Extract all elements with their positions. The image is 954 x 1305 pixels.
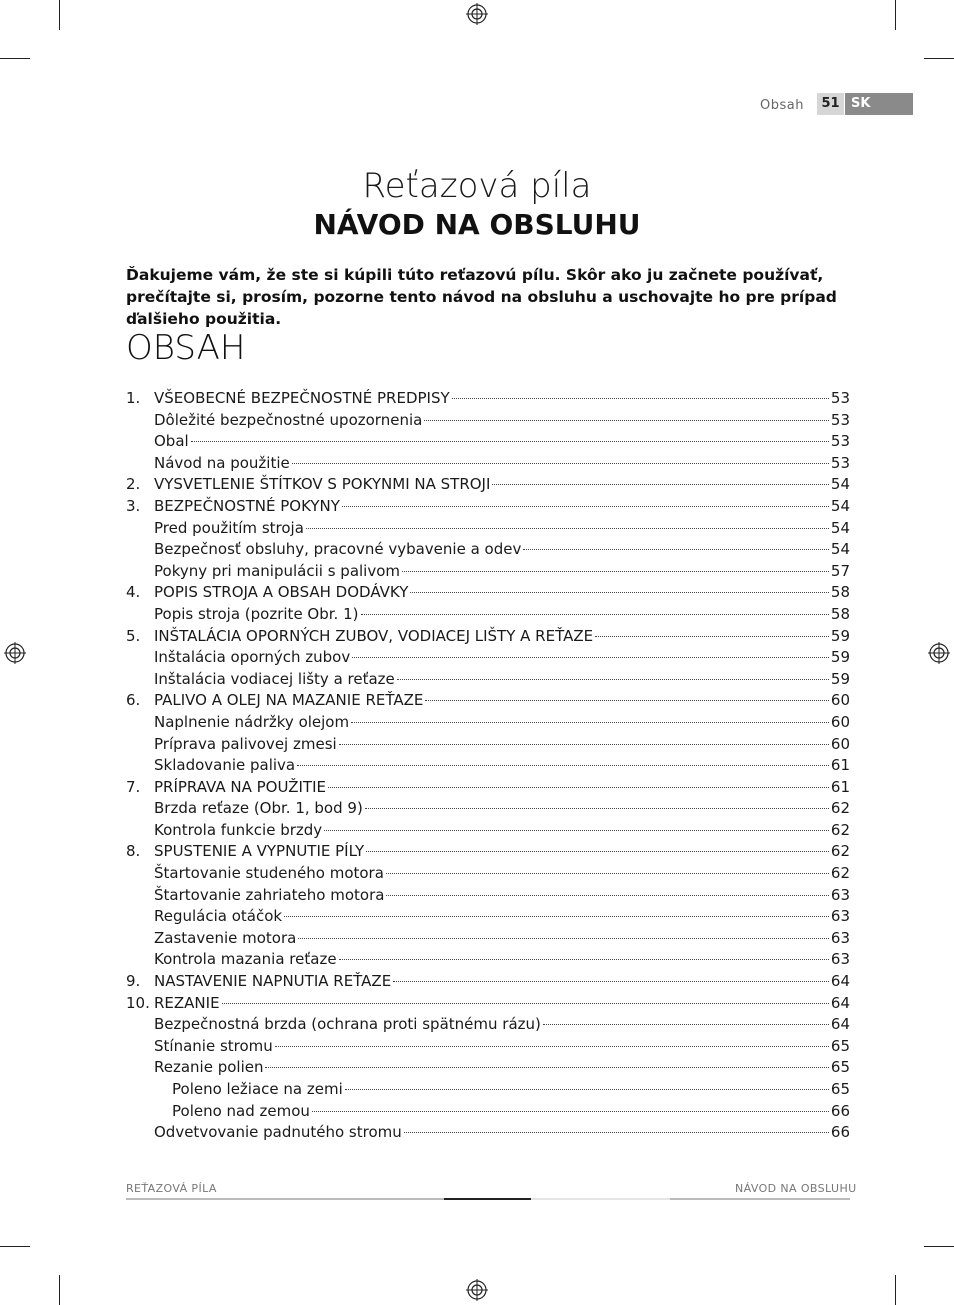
toc-leader-dots (345, 1089, 829, 1090)
toc-entry-number: 10. (126, 993, 150, 1012)
toc-entry-page: 62 (830, 820, 850, 839)
toc-entry (126, 475, 850, 497)
toc-entry-label: Regulácia otáčok (154, 907, 283, 926)
toc-entry-label: Obal (154, 432, 189, 451)
toc-entry-page: 53 (830, 432, 850, 451)
toc-entry (126, 540, 850, 562)
toc-entry-page: 63 (830, 950, 850, 969)
toc-entry-label: Kontrola funkcie brzdy (154, 820, 323, 839)
toc-entry-page: 62 (830, 799, 850, 818)
registration-mark-icon (466, 1279, 488, 1301)
toc-entry-label: REZANIE (154, 993, 220, 1012)
toc-leader-dots (275, 1046, 829, 1047)
crop-mark (924, 1246, 954, 1247)
toc-leader-dots (328, 787, 829, 788)
toc-entry-page: 65 (830, 1080, 850, 1098)
toc-entry-label: Rezanie polien (154, 1058, 264, 1077)
toc-leader-dots (312, 1111, 829, 1112)
toc-entry-label: Stínanie stromu (154, 1036, 273, 1055)
toc-entry-page: 53 (830, 410, 850, 429)
toc-entry (126, 1037, 850, 1059)
registration-mark-icon (4, 642, 26, 664)
toc-leader-dots (297, 765, 829, 766)
toc-entry-label: BEZPEČNOSTNÉ POKYNY (154, 496, 340, 515)
toc-entry-page: 54 (830, 496, 850, 515)
toc-entry-label: SPUSTENIE A VYPNUTIE PÍLY (154, 842, 365, 861)
toc-entry (126, 1102, 850, 1124)
toc-entry (126, 756, 850, 778)
toc-entry (126, 842, 850, 864)
toc-leader-dots (265, 1067, 828, 1068)
toc-entry (126, 1058, 850, 1080)
toc-leader-dots (292, 463, 829, 464)
toc-entry-label: POPIS STROJA A OBSAH DODÁVKY (154, 583, 409, 602)
toc-entry-page: 62 (830, 864, 850, 883)
toc-leader-dots (386, 895, 828, 896)
toc-entry (126, 907, 850, 929)
toc-entry-label: PALIVO A OLEJ NA MAZANIE REŤAZE (154, 691, 424, 710)
toc-entry-page: 53 (830, 389, 850, 407)
toc-entry (126, 411, 850, 433)
toc-entry-label: VYSVETLENIE ŠTÍTKOV S POKYNMI NA STROJI (154, 475, 491, 494)
toc-leader-dots (324, 830, 829, 831)
toc-leader-dots (365, 808, 829, 809)
toc-entry-label: INŠTALÁCIA OPORNÝCH ZUBOV, VODIACEJ LIŠTY A REŤAZE (154, 626, 594, 645)
toc-leader-dots (523, 549, 829, 550)
toc-entry-label: Pokyny pri manipulácii s palivom (154, 561, 401, 580)
toc-leader-dots (191, 441, 829, 442)
toc-entry-page: 61 (830, 756, 850, 775)
page-number: 51 (817, 93, 844, 115)
toc-entry-label: Štartovanie zahriateho motora (154, 885, 385, 904)
crop-mark (59, 0, 60, 30)
header-section-label: Obsah (760, 98, 804, 113)
toc-leader-dots (284, 916, 829, 917)
toc-entry (126, 691, 850, 713)
toc-entry (126, 432, 850, 454)
toc-entry (126, 864, 850, 886)
toc-leader-dots (402, 571, 829, 572)
toc-leader-dots (342, 506, 829, 507)
toc-entry-number: 3. (126, 496, 141, 515)
toc-entry-number: 6. (126, 691, 141, 710)
crop-mark (0, 58, 30, 59)
toc-entry (126, 454, 850, 476)
toc-entry-page: 63 (830, 907, 850, 926)
toc-entry (126, 929, 850, 951)
toc-entry-page: 59 (830, 669, 850, 688)
table-of-contents (126, 389, 850, 1145)
toc-entry (126, 735, 850, 757)
toc-entry-page: 54 (830, 540, 850, 559)
toc-leader-dots (386, 873, 829, 874)
toc-entry-label: Poleno nad zemou (172, 1101, 310, 1120)
toc-entry-page: 59 (830, 626, 850, 645)
language-badge: SK (845, 93, 913, 115)
toc-entry (126, 778, 850, 800)
toc-leader-dots (222, 1003, 829, 1004)
crop-mark (59, 1275, 60, 1305)
toc-entry-label: Poleno ležiace na zemi (172, 1080, 343, 1098)
toc-leader-dots (425, 700, 829, 701)
toc-entry-label: Štartovanie studeného motora (154, 864, 384, 883)
toc-entry-label: Bezpečnostná brzda (ochrana proti spätnému rázu) (154, 1015, 541, 1034)
toc-entry-page: 60 (830, 734, 850, 753)
toc-leader-dots (306, 528, 829, 529)
toc-entry-page: 57 (830, 561, 850, 580)
toc-entry-page: 64 (830, 1015, 850, 1034)
toc-leader-dots (366, 851, 829, 852)
toc-entry-number: 8. (126, 842, 141, 861)
toc-entry (126, 497, 850, 519)
toc-leader-dots (410, 592, 829, 593)
toc-entry (126, 950, 850, 972)
toc-leader-dots (361, 614, 829, 615)
toc-entry-page: 62 (830, 842, 850, 861)
toc-entry-label: Naplnenie nádržky olejom (154, 712, 350, 731)
toc-entry (126, 713, 850, 735)
toc-entry-page: 58 (830, 604, 850, 623)
toc-entry (126, 1080, 850, 1102)
toc-entry (126, 821, 850, 843)
toc-entry-page: 54 (830, 475, 850, 494)
toc-entry (126, 605, 850, 627)
toc-entry (126, 799, 850, 821)
toc-entry (126, 519, 850, 541)
toc-entry-page: 60 (830, 712, 850, 731)
footer-rule (444, 1198, 531, 1200)
toc-entry (126, 627, 850, 649)
toc-entry-label: Inštalácia oporných zubov (154, 648, 351, 667)
toc-leader-dots (351, 722, 829, 723)
toc-leader-dots (298, 938, 829, 939)
toc-entry-label: NASTAVENIE NAPNUTIA REŤAZE (154, 972, 392, 991)
toc-entry (126, 994, 850, 1016)
toc-entry-label: Kontrola mazania reťaze (154, 950, 337, 969)
toc-entry-page: 53 (830, 453, 850, 472)
toc-leader-dots (452, 398, 829, 399)
toc-leader-dots (595, 636, 829, 637)
registration-mark-icon (466, 3, 488, 25)
toc-entry-page: 65 (830, 1036, 850, 1055)
toc-entry-label: Zastavenie motora (154, 928, 297, 947)
toc-entry-label: Skladovanie paliva (154, 756, 296, 775)
crop-mark (0, 1246, 30, 1247)
toc-entry-label: Popis stroja (pozrite Obr. 1) (154, 604, 359, 623)
toc-entry (126, 670, 850, 692)
toc-entry-label: Brzda reťaze (Obr. 1, bod 9) (154, 799, 363, 818)
toc-entry (126, 648, 850, 670)
toc-entry-number: 7. (126, 777, 141, 796)
toc-entry (126, 972, 850, 994)
toc-entry-page: 59 (830, 648, 850, 667)
crop-mark (895, 0, 896, 30)
toc-entry-number: 9. (126, 972, 141, 991)
document-subtitle: NÁVOD NA OBSLUHU (313, 208, 641, 241)
registration-mark-icon (928, 642, 950, 664)
toc-entry (126, 1015, 850, 1037)
footer-rule (126, 1198, 444, 1200)
footer-rule (670, 1198, 850, 1200)
toc-entry-number: 4. (126, 583, 141, 602)
toc-entry-page: 64 (830, 972, 850, 991)
intro-paragraph: Ďakujeme vám, že ste si kúpili túto reťazovú pílu. Skôr ako ju začnete používať, prečítajte si, prosím, pozorne tento návod na obsluhu a uschovajte ho pre prípad ďalšieho použitia. (126, 266, 837, 328)
toc-entry-page: 64 (830, 993, 850, 1012)
toc-entry-page: 61 (830, 777, 850, 796)
toc-leader-dots (492, 484, 829, 485)
toc-entry-label: Príprava palivovej zmesi (154, 734, 337, 753)
toc-leader-dots (543, 1024, 829, 1025)
toc-leader-dots (352, 657, 829, 658)
toc-entry-number: 1. (126, 389, 141, 407)
toc-entry-number: 5. (126, 626, 141, 645)
footer-left-label: REŤAZOVÁ PÍLA (126, 1182, 217, 1195)
toc-entry-label: Bezpečnosť obsluhy, pracovné vybavenie a odev (154, 540, 522, 559)
crop-mark (924, 58, 954, 59)
document-title: Reťazová píla (362, 166, 592, 206)
toc-entry-label: Dôležité bezpečnostné upozornenia (154, 410, 423, 429)
toc-leader-dots (339, 744, 829, 745)
toc-entry (126, 1123, 850, 1145)
toc-entry-number: 2. (126, 475, 141, 494)
toc-leader-dots (339, 959, 829, 960)
toc-entry-page: 58 (830, 583, 850, 602)
toc-entry (126, 886, 850, 908)
toc-entry-label: PRÍPRAVA NA POUŽITIE (154, 777, 326, 796)
crop-mark (895, 1275, 896, 1305)
toc-entry-page: 65 (830, 1058, 850, 1077)
toc-leader-dots (424, 420, 829, 421)
toc-entry-label: VŠEOBECNÉ BEZPEČNOSTNÉ PREDPISY (154, 389, 450, 407)
toc-entry-page: 66 (830, 1123, 850, 1142)
toc-entry-page: 66 (830, 1101, 850, 1120)
toc-leader-dots (404, 1132, 829, 1133)
toc-entry-label: Inštalácia vodiacej lišty a reťaze (154, 669, 395, 688)
toc-leader-dots (397, 679, 829, 680)
toc-entry-label: Návod na použitie (154, 453, 290, 472)
toc-leader-dots (393, 981, 829, 982)
toc-entry (126, 389, 850, 411)
toc-entry-label: Pred použitím stroja (154, 518, 304, 537)
toc-entry (126, 562, 850, 584)
toc-entry-page: 54 (830, 518, 850, 537)
toc-entry-page: 60 (830, 691, 850, 710)
toc-entry (126, 583, 850, 605)
toc-entry-page: 63 (830, 928, 850, 947)
footer-rule (531, 1198, 670, 1200)
toc-entry-page: 63 (830, 885, 850, 904)
toc-entry-label: Odvetvovanie padnutého stromu (154, 1123, 402, 1142)
footer-right-label: NÁVOD NA OBSLUHU (735, 1182, 857, 1195)
toc-heading: OBSAH (126, 328, 246, 368)
